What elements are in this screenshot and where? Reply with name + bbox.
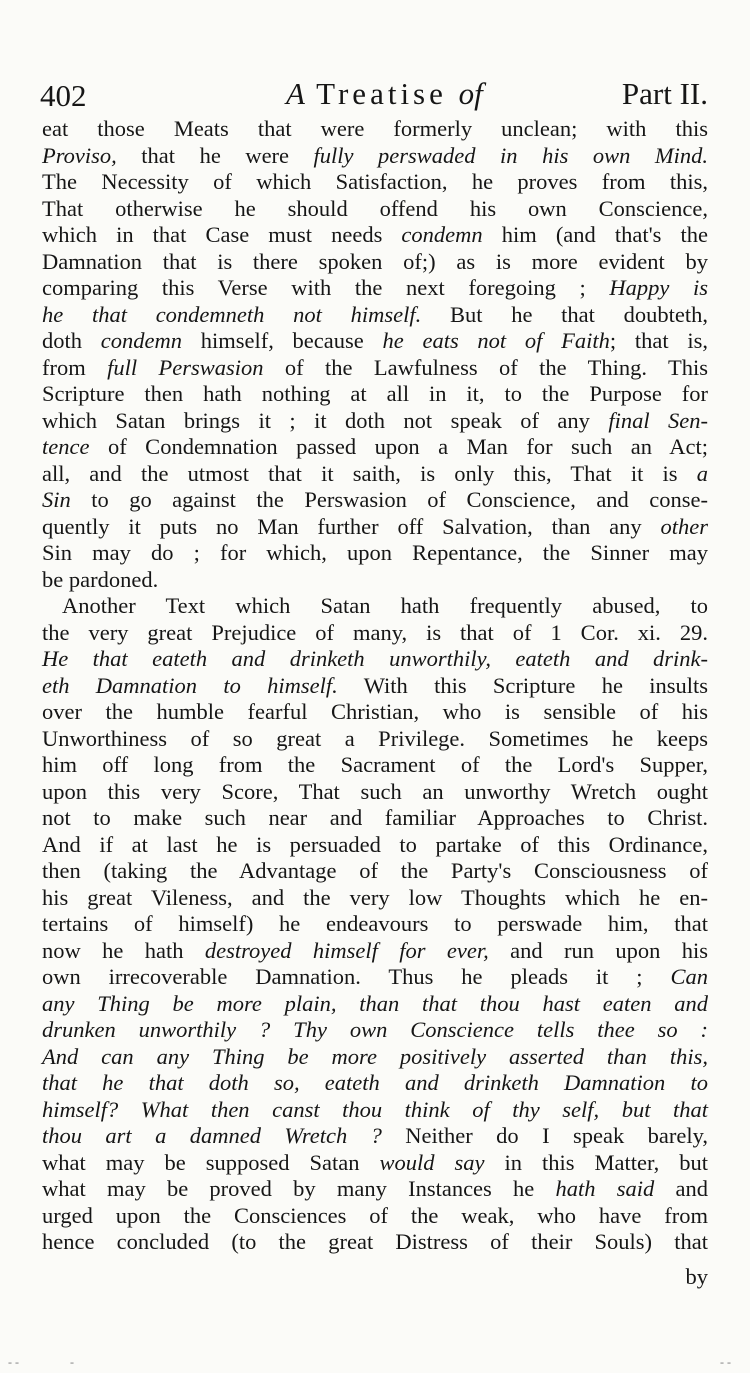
text-line: Proviso, that he were fully perswaded in his own Mind. — [42, 142, 708, 168]
text-line: He that eateth and drinketh unworthily, eateth and drink- — [42, 646, 708, 671]
running-title-suffix: of — [458, 76, 483, 111]
page-number: 402 — [40, 78, 87, 113]
text-line: what may be supposed Satan would say in this Matter, but — [42, 1149, 708, 1175]
text-line: tertains of himself) he endeavours to perswade him, that — [42, 911, 708, 936]
scan-edge-marks — [0, 1355, 750, 1369]
text-line: be pardoned. — [42, 566, 159, 592]
text-line: own irrecoverable Damnation. Thus he pleads it ; Can — [42, 964, 708, 989]
text-line: And if at last he is persuaded to partake of this Ordinance, — [42, 831, 708, 857]
text-line: upon this very Score, That such an unworthy Wretch ought — [42, 778, 708, 804]
text-line: The Necessity of which Satisfaction, he proves from this, — [42, 169, 708, 194]
text-line: Damnation that is there spoken of;) as is more evident by — [42, 248, 708, 274]
text-line: thou art a damned Wretch ? Neither do I speak barely, — [42, 1123, 708, 1148]
text-line: Unworthiness of so great a Privilege. Sometimes he keeps — [42, 725, 708, 751]
text-line: urged upon the Consciences of the weak, who have from — [42, 1202, 708, 1228]
edge-mark: - — [70, 1355, 74, 1369]
text-line: tence of Condemnation passed upon a Man for such an Act; — [42, 434, 708, 459]
text-line: what may be proved by many Instances he hath said and — [42, 1176, 708, 1201]
text-line: And can any Thing be more positively asserted than this, — [42, 1043, 708, 1069]
running-header — [40, 72, 708, 118]
text-line: the very great Prejudice of many, is that of 1 Cor. xi. 29. — [42, 619, 708, 645]
text-line: himself? What then canst thou think of thy self, but that — [42, 1096, 708, 1122]
edge-mark: - - — [720, 1355, 731, 1369]
running-title-word: Treatise — [316, 76, 447, 111]
running-title — [286, 76, 483, 112]
catchword: by — [685, 1264, 708, 1289]
text-line: over the humble fearful Christian, who is sensible of his — [42, 699, 708, 724]
text-line: him off long from the Sacrament of the Lord's Supper, — [42, 752, 708, 777]
text-line: eat those Meats that were formerly unclean; with this — [42, 116, 708, 141]
edge-mark: - - — [8, 1355, 19, 1369]
text-line: drunken unworthily ? Thy own Conscience tells thee so : — [42, 1017, 708, 1042]
text-line: now he hath destroyed himself for ever, and run upon his — [42, 937, 708, 963]
text-line: That otherwise he should offend his own Conscience, — [42, 195, 708, 221]
text-line: Sin may do ; for which, upon Repentance, the Sinner may — [42, 540, 708, 565]
text-line: not to make such near and familiar Approaches to Christ. — [42, 805, 708, 830]
running-title-prefix: A — [286, 76, 305, 111]
text-line: which Satan brings it ; it doth not speak of any final Sen- — [42, 407, 708, 433]
text-line: which in that Case must needs condemn him (and that's the — [42, 222, 708, 247]
text-line: that he that doth so, eateth and drinketh Damnation to — [42, 1070, 708, 1095]
text-line: he that condemneth not himself. But he that doubteth, — [42, 301, 708, 327]
text-line: Sin to go against the Perswasion of Conscience, and conse- — [42, 487, 708, 512]
text-line: from full Perswasion of the Lawfulness of the Thing. This — [42, 354, 708, 380]
text-line: eth Damnation to himself. With this Scripture he insults — [42, 672, 709, 698]
text-line: any Thing be more plain, than that thou hast eaten and — [42, 990, 708, 1016]
text-line: his great Vileness, and the very low Thoughts which he en- — [42, 884, 708, 910]
text-line: hence concluded (to the great Distress of their Souls) that — [42, 1229, 708, 1254]
body-text — [42, 116, 708, 1256]
text-line: comparing this Verse with the next foregoing ; Happy is — [42, 275, 708, 300]
text-line: quently it puts no Man further off Salvation, than any other — [42, 513, 708, 539]
text-line: doth condemn himself, because he eats not of Faith; that is, — [42, 328, 708, 353]
text-line: all, and the utmost that it saith, is only this, That it is a — [42, 460, 708, 486]
paragraph-start-line: Another Text which Satan hath frequently abused, to — [62, 593, 708, 618]
part-label: Part II. — [621, 76, 708, 111]
text-line: Scripture then hath nothing at all in it, to the Purpose for — [42, 381, 708, 406]
text-line: then (taking the Advantage of the Party's Consciousness of — [42, 858, 708, 883]
